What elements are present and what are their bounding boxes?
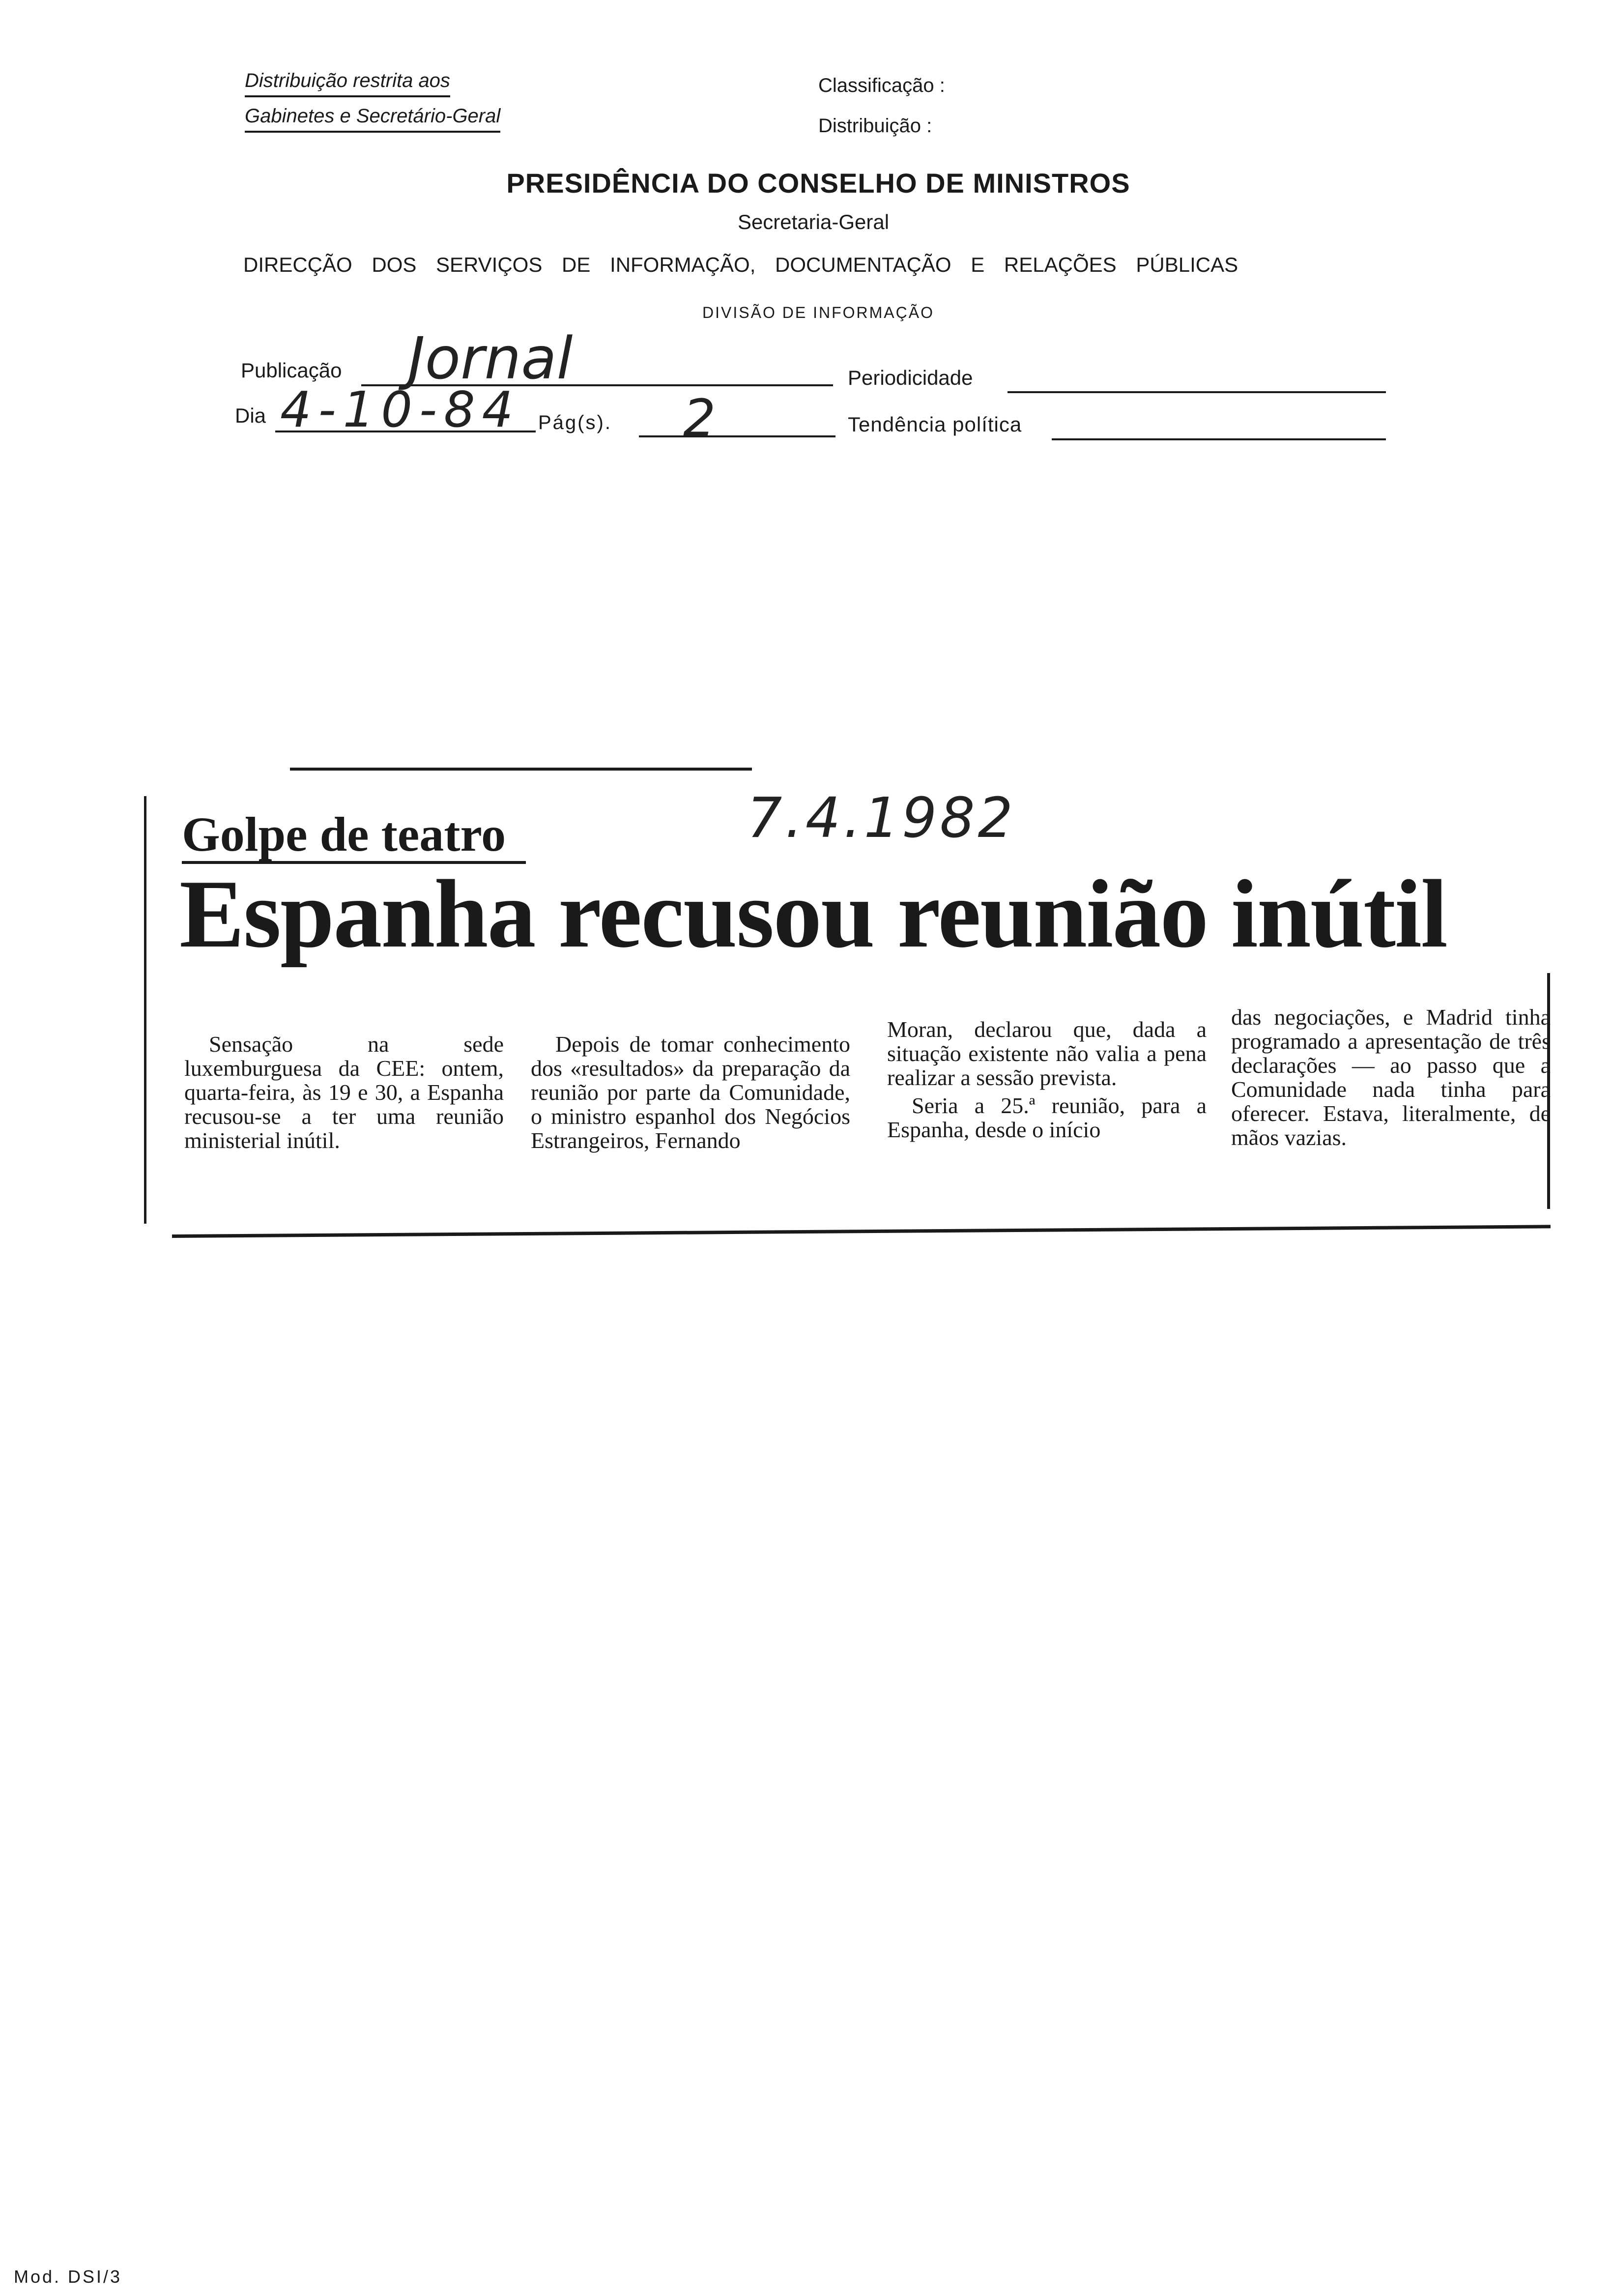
presidency-title: PRESIDÊNCIA DO CONSELHO DE MINISTROS [506, 168, 1130, 199]
division-title: DIVISÃO DE INFORMAÇÃO [702, 304, 934, 321]
clipping-left-edge [144, 796, 146, 1224]
clipping-top-rule [290, 768, 752, 771]
classification-label: Classificação : [818, 75, 945, 96]
column-4-paragraph: das negociações, e Madrid tinha programado a apresentação de três declarações — ao passo que a Comunidade nada tinha para oferecer. Estava, literalmente, de mãos vazias. [1231, 1004, 1551, 1150]
article-column-1 [184, 1032, 504, 1152]
tendency-label: Tendência política [848, 413, 1022, 436]
article-column-4 [1231, 1005, 1551, 1149]
clipping-bottom-rule [172, 1225, 1551, 1238]
distribution-label: Distribuição : [818, 115, 932, 137]
day-handwritten: 4-10-84 [280, 381, 520, 438]
periodicity-label: Periodicidade [848, 366, 973, 389]
article-kicker-text: Golpe de teatro [182, 807, 506, 861]
article-headline: Espanha recusou reunião inútil [179, 860, 1447, 968]
form-code: Mod. DSI/3 [14, 2267, 122, 2287]
restricted-line-1: Distribuição restrita aos [245, 69, 450, 97]
column-3-paragraph-2: Seria a 25.ª reunião, para a Espanha, desde o início [887, 1093, 1207, 1142]
column-2-paragraph: Depois de tomar conhecimento dos «resultados» da preparação da reunião por parte da Comunidade, o ministro espanhol dos Negócios Estrangeiros, Fernando [531, 1032, 850, 1153]
restricted-line-2: Gabinetes e Secretário-Geral [245, 104, 500, 133]
article-kicker [182, 806, 506, 862]
column-3-paragraph-1: Moran, declarou que, dada a situação existente não valia a pena realizar a sessão prevista. [887, 1017, 1207, 1090]
column-1-paragraph: Sensação na sede luxemburguesa da CEE: ontem, quarta-feira, às 19 e 30, a Espanha recusou-se a ter uma reunião ministerial inútil. [184, 1032, 504, 1153]
publication-label: Publicação [241, 359, 342, 382]
pages-handwritten: 2 [683, 388, 716, 448]
directorate-title: DIRECÇÃO DOS SERVIÇOS DE INFORMAÇÃO, DOCUMENTAÇÃO E RELAÇÕES PÚBLICAS [243, 253, 1238, 276]
handwritten-date-annotation: 7.4.1982 [747, 786, 1016, 850]
article-column-2 [531, 1032, 850, 1152]
day-label: Dia [235, 404, 266, 427]
pages-label: Pág(s). [538, 412, 612, 433]
article-column-3 [887, 1017, 1207, 1142]
publication-handwritten: Jornal [408, 324, 573, 392]
secretariat-title: Secretaria-Geral [737, 210, 890, 233]
